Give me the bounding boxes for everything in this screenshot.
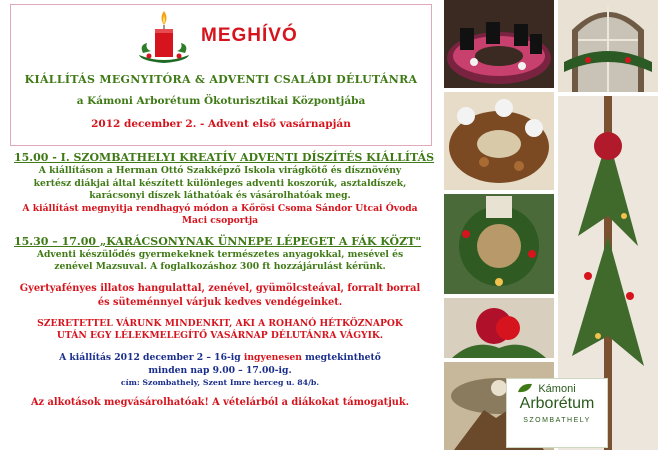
opening-hours: minden nap 9.00 – 17.00-ig. (148, 364, 292, 376)
exhibition-dates: A kiállítás 2012 december 2 – 16-ig ingyenesen megtekinthető (59, 351, 381, 363)
page-title: MEGHÍVÓ (201, 25, 298, 46)
atmosphere-line: Gyertyafényes illatos hangulattal, zenével, gyümölcsteával, forralt borral (19, 282, 421, 294)
address: cím: Szombathely, Szent Imre herceg u. 84/b. (120, 377, 320, 387)
pinecone-wreath-photo-icon (444, 92, 554, 190)
section1-line: A kiállításon a Herman Ottó Szakképző Iskola virágkötő és dísznövény (38, 165, 402, 176)
welcome-line: SZERETETTEL VÁRUNK MINDENKIT, AKI A ROHANÓ HÉTKÖZNAPOK (37, 317, 403, 329)
event-headline: KIÁLLÍTÁS MEGNYITÓRA & ADVENTI CSALÁDI DÉLUTÁNRA (24, 73, 418, 86)
logo-line-3: SZOMBATHELY (523, 417, 591, 424)
arboretum-logo (506, 378, 608, 448)
window-garland-photo-icon (558, 0, 658, 92)
logo-line-1: Kámoni (538, 383, 576, 395)
logo-line-2: Arborétum (519, 395, 595, 412)
section2-line: Adventi készülődés gyermekeknek természetes anyagokkal, mesével és (36, 248, 404, 260)
advent-candle-icon (129, 9, 199, 69)
section1-line: kertész diákjai által készített különleges adventi koszorúk, asztaldíszek, (33, 177, 407, 189)
section2-heading: 15.30 – 17.00 „KARÁCSONYNAK ÜNNEPE LÉPEGET A FÁK KÖZT" (14, 234, 422, 248)
free-entry-label: ingyenesen (243, 351, 302, 363)
leaf-icon (517, 383, 533, 393)
atmosphere-line: és süteménnyel várjuk kedves vendégeinket. (97, 296, 343, 308)
section2-line: zenével Mazsuval. A foglalkozáshoz 300 ft hozzájárulást kérünk. (54, 261, 386, 272)
welcome-line: UTÁN EGY LÉLEKMELEGÍTŐ VASÁRNAP DÉLUTÁNRA VÁGYIK. (56, 330, 384, 341)
wreath-photo-icon (444, 0, 554, 88)
invitation-body (0, 150, 440, 410)
green-wreath-photo-icon (444, 194, 554, 294)
section1-line: karácsonyi díszek láthatóak és vásárolhatóak meg. (89, 190, 351, 201)
footer-note: Az alkotások megvásárolhatóak! A vételárból a diákokat támogatjuk. (30, 396, 410, 408)
venue-subhead: a Kámoni Arborétum Ökoturisztikai Központjába (76, 95, 366, 107)
event-date: 2012 december 2. - Advent első vasárnapján (91, 118, 351, 130)
section1-opening-line: A kiállítást megnyitja rendhagyó módon a Kőrösi Csoma Sándor Utcai Óvoda (22, 202, 418, 214)
invitation-header (10, 4, 432, 146)
section1-opening-line: Maci csoportja (181, 215, 259, 226)
section1-heading: 15.00 - I. SZOMBATHELYI KREATÍV ADVENTI DÍSZÍTÉS KIÁLLÍTÁS (14, 151, 435, 164)
red-arrangement-photo-icon (444, 298, 554, 358)
